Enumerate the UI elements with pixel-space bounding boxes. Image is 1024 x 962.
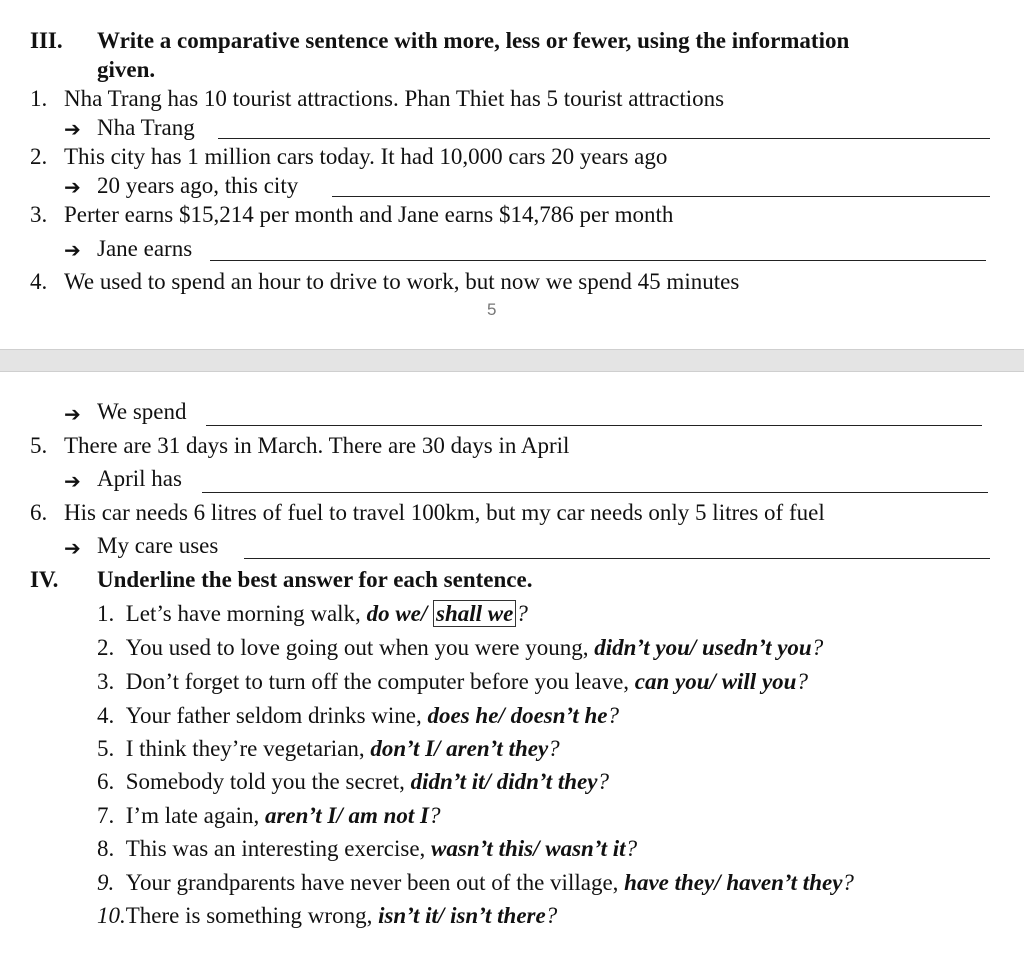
question-mark: ? bbox=[516, 601, 528, 626]
s4-item-text: I’m late again, bbox=[125, 803, 265, 828]
question-mark: ? bbox=[545, 903, 558, 928]
s3-item-5-number: 5. bbox=[30, 433, 48, 458]
s4-option-2[interactable]: haven’t they bbox=[726, 870, 843, 895]
page-number: 5 bbox=[487, 300, 497, 319]
question-mark: ? bbox=[548, 736, 560, 761]
s4-item-text: Don’t forget to turn off the computer before you leave, bbox=[125, 669, 635, 694]
s4-item-text: There is something wrong, bbox=[125, 903, 379, 928]
question-mark: ? bbox=[429, 803, 441, 828]
s3-item-4-text: We used to spend an hour to drive to work, but now we spend 45 minutes bbox=[64, 269, 740, 294]
s3-item-4-prompt: We spend bbox=[97, 399, 187, 424]
s4-option-1[interactable]: can you/ bbox=[634, 669, 722, 694]
s4-option-2[interactable]: wasn’t it bbox=[545, 836, 626, 861]
arrow-right-icon: ➔ bbox=[64, 117, 81, 141]
s3-item-4-number: 4. bbox=[30, 269, 48, 294]
s3-item-1-prompt: Nha Trang bbox=[97, 115, 195, 140]
s4-item-text: Somebody told you the secret, bbox=[125, 769, 411, 794]
s4-item-6 bbox=[97, 768, 609, 796]
s4-item-10 bbox=[97, 902, 557, 930]
s4-item-9 bbox=[97, 869, 854, 897]
section-3-roman: III. bbox=[30, 28, 63, 53]
question-mark: ? bbox=[607, 703, 619, 728]
question-mark: ? bbox=[625, 836, 638, 861]
section-3-title-line2: given. bbox=[97, 57, 156, 82]
s3-item-3-answer-blank[interactable] bbox=[210, 260, 986, 261]
arrow-right-icon: ➔ bbox=[64, 402, 81, 426]
s4-item-number: 5. bbox=[97, 736, 115, 761]
section-4-title: Underline the best answer for each sentence. bbox=[97, 567, 533, 592]
s3-item-3-number: 3. bbox=[30, 202, 48, 227]
s3-item-2-prompt: 20 years ago, this city bbox=[97, 173, 299, 198]
s4-option-2[interactable]: doesn’t he bbox=[510, 703, 608, 728]
s4-option-1[interactable]: does he/ bbox=[427, 703, 511, 728]
s4-option-1[interactable]: didn’t you/ bbox=[594, 635, 703, 660]
s3-item-6-prompt: My care uses bbox=[97, 533, 219, 558]
s3-item-5-answer-blank[interactable] bbox=[202, 492, 988, 493]
question-mark: ? bbox=[796, 669, 808, 694]
s4-item-text: I think they’re vegetarian, bbox=[125, 736, 371, 761]
s4-item-3 bbox=[97, 668, 808, 696]
s3-item-4-answer-blank[interactable] bbox=[206, 425, 982, 426]
section-4-roman: IV. bbox=[30, 567, 59, 592]
question-mark: ? bbox=[842, 870, 854, 895]
s4-option-2[interactable]: didn’t they bbox=[496, 769, 598, 794]
s3-item-3-prompt: Jane earns bbox=[97, 236, 193, 261]
s4-option-2[interactable]: will you bbox=[721, 669, 797, 694]
s4-item-5 bbox=[97, 735, 560, 763]
s3-item-2-answer-blank[interactable] bbox=[332, 196, 990, 197]
s3-item-6-answer-blank[interactable] bbox=[244, 558, 990, 559]
s4-option-2[interactable]: aren’t they bbox=[446, 736, 549, 761]
s4-item-7 bbox=[97, 802, 441, 830]
s4-option-1[interactable]: wasn’t this/ bbox=[431, 836, 546, 861]
s4-item-number: 6. bbox=[97, 769, 115, 794]
s3-item-6-text: His car needs 6 litres of fuel to travel 100km, but my car needs only 5 litres of fuel bbox=[64, 500, 825, 525]
s4-item-number: 2. bbox=[97, 635, 115, 660]
s4-option-1[interactable]: aren’t I/ bbox=[264, 803, 349, 828]
s3-item-5-text: There are 31 days in March. There are 30 days in April bbox=[64, 433, 570, 458]
document-page-bottom bbox=[0, 372, 1024, 962]
s3-item-3-text: Perter earns $15,214 per month and Jane earns $14,786 per month bbox=[64, 202, 674, 227]
s4-item-number: 3. bbox=[97, 669, 115, 694]
s4-item-number: 10. bbox=[97, 903, 126, 928]
s4-option-2[interactable]: usedn’t you bbox=[702, 635, 812, 660]
s4-option-2[interactable]: shall we bbox=[433, 600, 516, 627]
s3-item-2-text: This city has 1 million cars today. It had 10,000 cars 20 years ago bbox=[64, 144, 668, 169]
document-page-top bbox=[0, 0, 1024, 349]
s4-option-1[interactable]: have they/ bbox=[624, 870, 727, 895]
s4-item-text: This was an interesting exercise, bbox=[125, 836, 432, 861]
arrow-right-icon: ➔ bbox=[64, 536, 81, 560]
s4-item-2 bbox=[97, 634, 823, 662]
question-mark: ? bbox=[597, 769, 609, 794]
s4-item-number: 4. bbox=[97, 703, 115, 728]
s3-item-1-number: 1. bbox=[30, 86, 48, 111]
s4-option-2[interactable]: isn’t there bbox=[450, 903, 546, 928]
s3-item-1-text: Nha Trang has 10 tourist attractions. Phan Thiet has 5 tourist attractions bbox=[64, 86, 725, 111]
s4-option-1[interactable]: don’t I/ bbox=[370, 736, 447, 761]
s4-option-2[interactable]: am not I bbox=[348, 803, 429, 828]
s3-item-6-number: 6. bbox=[30, 500, 48, 525]
s3-item-2-number: 2. bbox=[30, 144, 48, 169]
s4-item-number: 7. bbox=[97, 803, 115, 828]
arrow-right-icon: ➔ bbox=[64, 175, 81, 199]
page-break-gap bbox=[0, 349, 1024, 372]
s4-item-8 bbox=[97, 835, 637, 863]
s3-item-5-prompt: April has bbox=[97, 466, 182, 491]
question-mark: ? bbox=[811, 635, 824, 660]
s4-item-text: Your father seldom drinks wine, bbox=[125, 703, 428, 728]
s4-item-text: You used to love going out when you were young, bbox=[125, 635, 595, 660]
arrow-right-icon: ➔ bbox=[64, 238, 81, 262]
s4-item-4 bbox=[97, 702, 619, 730]
s4-option-1[interactable]: didn’t it/ bbox=[410, 769, 497, 794]
s4-option-1[interactable]: do we/ bbox=[366, 601, 434, 626]
s3-item-1-answer-blank[interactable] bbox=[218, 138, 990, 139]
s4-item-text: Your grandparents have never been out of the village, bbox=[125, 870, 625, 895]
s4-item-text: Let’s have morning walk, bbox=[125, 601, 367, 626]
section-3-title-line1: Write a comparative sentence with more, less or fewer, using the information bbox=[97, 28, 850, 53]
s4-item-number: 8. bbox=[97, 836, 115, 861]
s4-item-number: 1. bbox=[97, 601, 115, 626]
s4-item-1 bbox=[97, 600, 528, 628]
arrow-right-icon: ➔ bbox=[64, 469, 81, 493]
s4-option-1[interactable]: isn’t it/ bbox=[378, 903, 451, 928]
s4-item-number: 9. bbox=[97, 870, 115, 895]
